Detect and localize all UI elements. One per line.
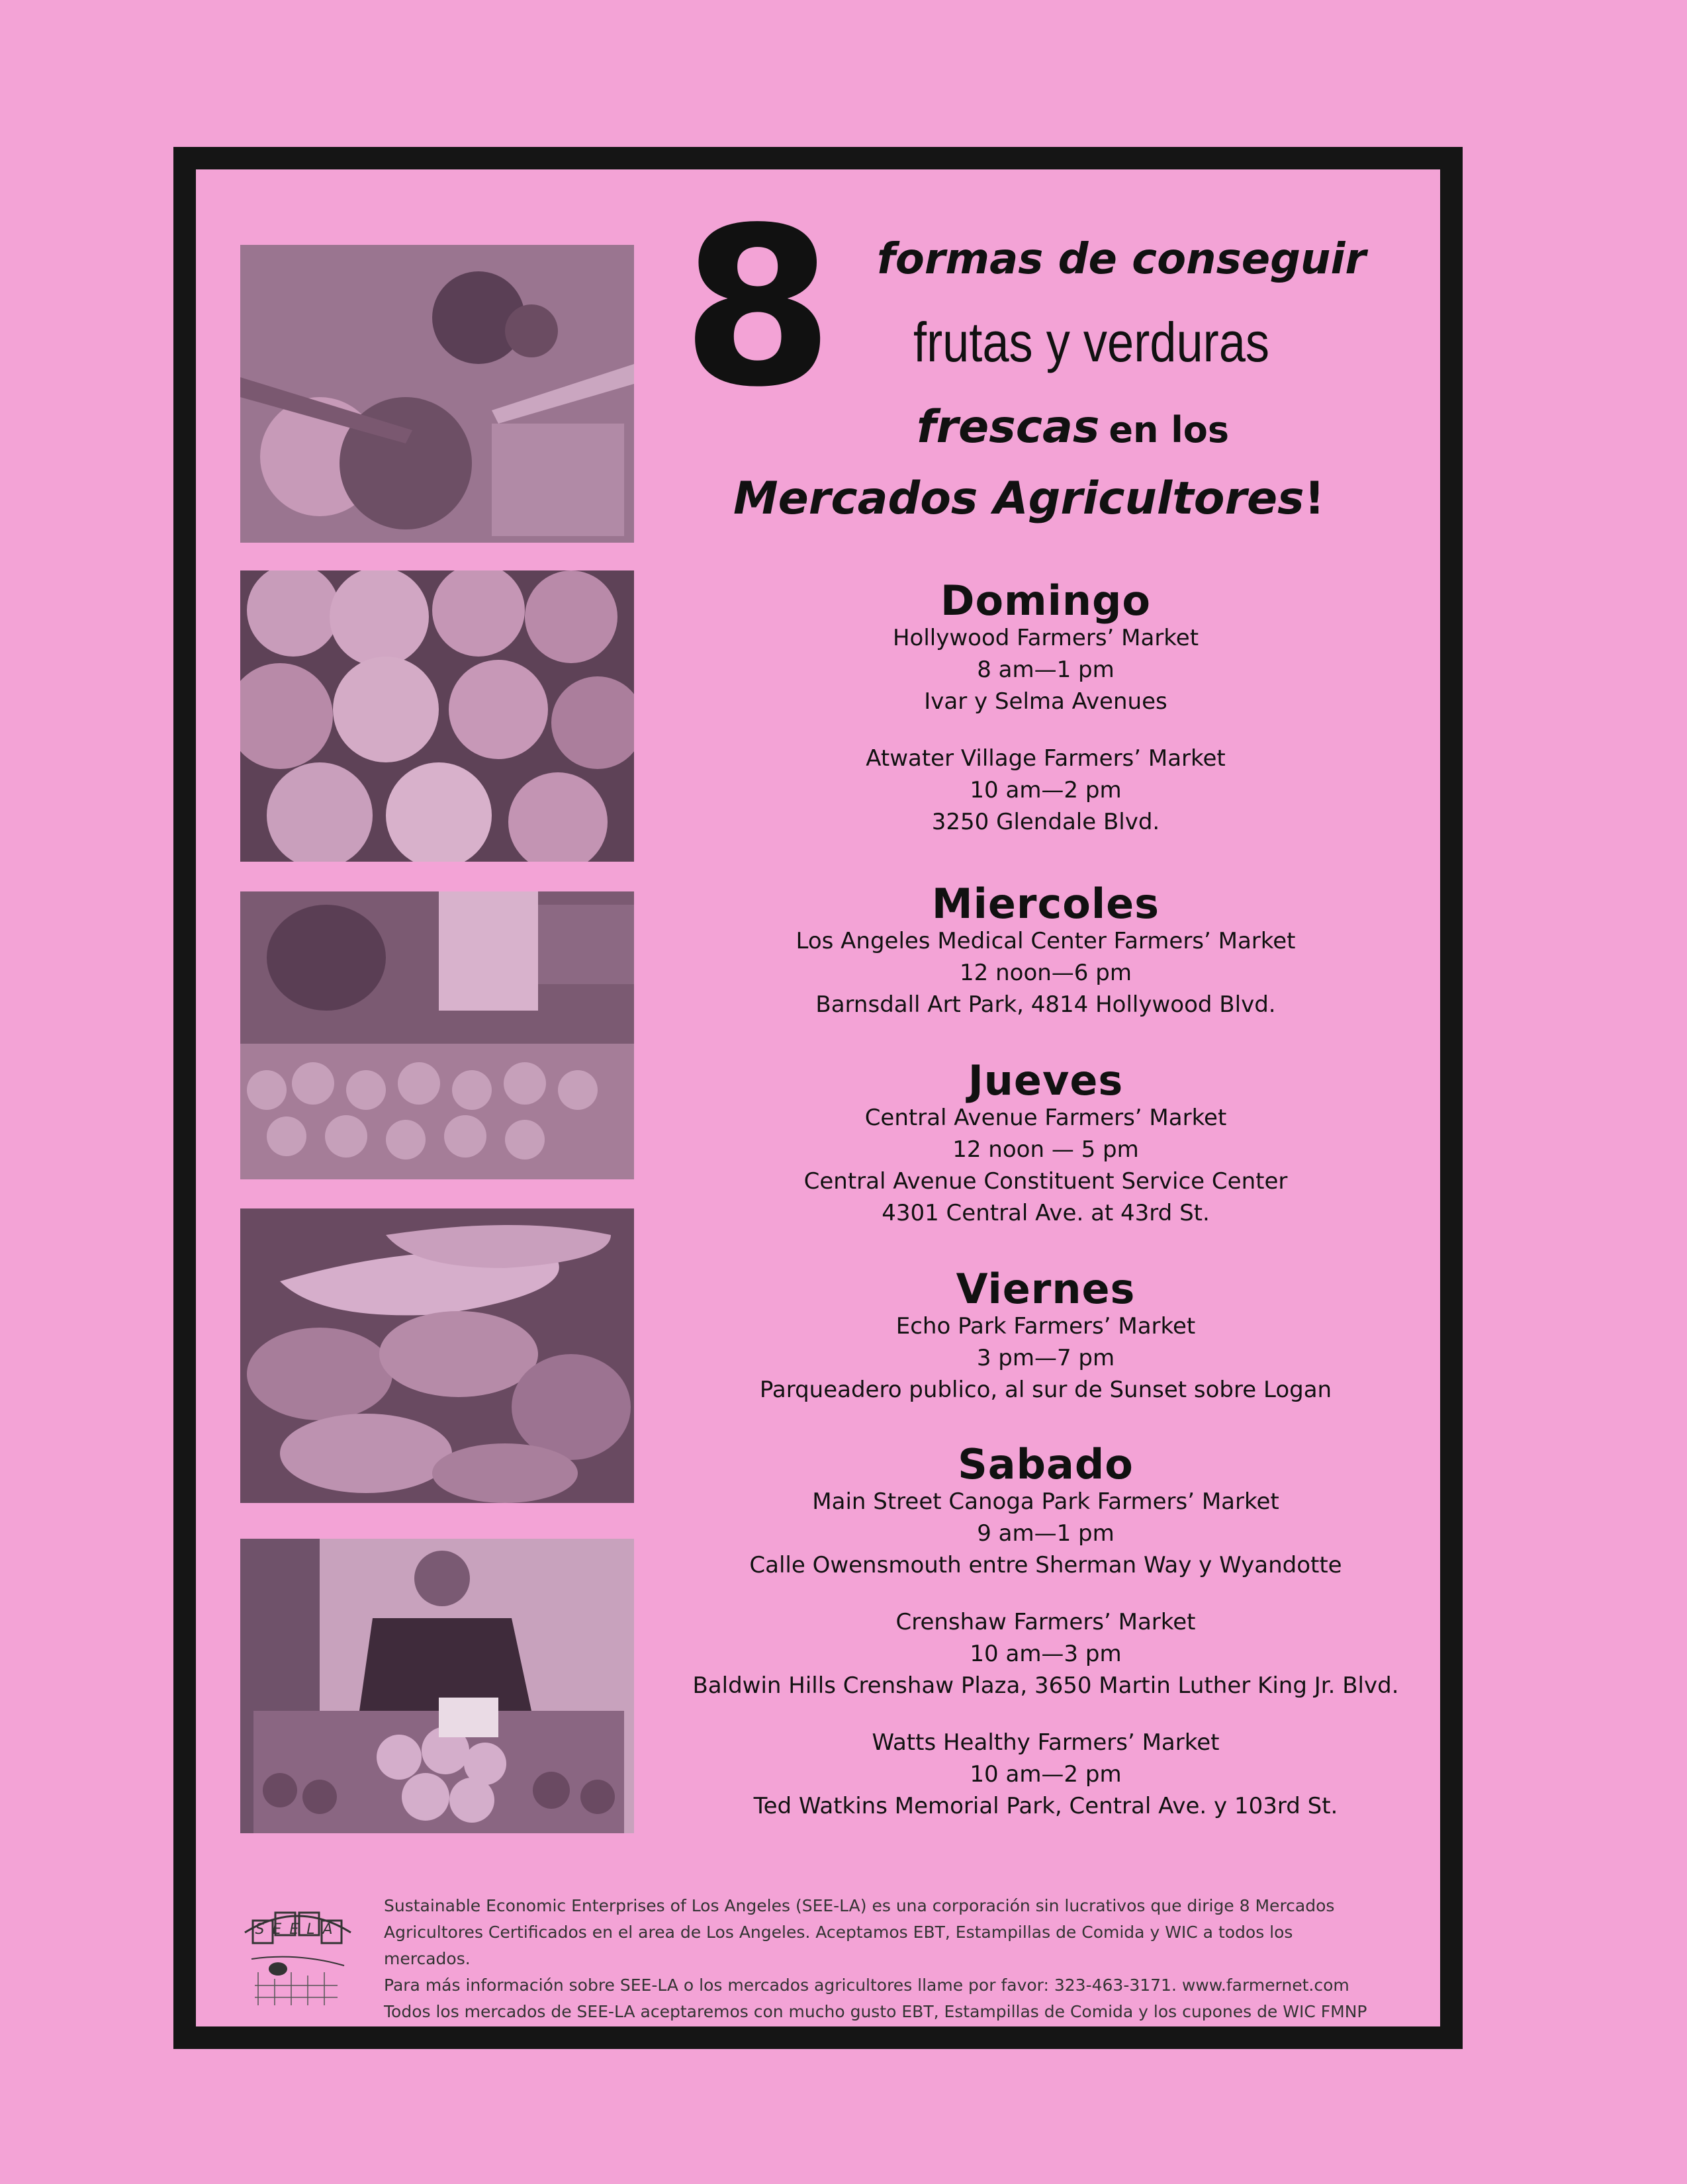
market-hours: 12 noon—6 pm [960, 960, 1132, 987]
market-hours: 10 am—2 pm [970, 1761, 1122, 1788]
schedule-sabado [649, 1440, 1443, 1822]
market-hours: 9 am—1 pm [977, 1520, 1115, 1547]
photo-peaches [240, 570, 634, 862]
headline-frescas: frescas [917, 401, 1100, 453]
seela-logo-text: SEELA [255, 1921, 341, 1938]
seela-logo-icon [238, 1893, 357, 2009]
headline-number: 8 [682, 181, 827, 435]
market-hours: 8 am—1 pm [977, 657, 1115, 684]
market-location: Central Avenue Constituent Service Center [803, 1168, 1288, 1195]
market-name: Main Street Canoga Park Farmers’ Market [812, 1488, 1279, 1516]
day-heading: Domingo [940, 576, 1152, 625]
market-hours: 10 am—3 pm [970, 1641, 1122, 1668]
market-name: Crenshaw Farmers’ Market [895, 1609, 1196, 1636]
headline-en-los: en los [1109, 409, 1230, 451]
headline-exclamation: ! [1304, 473, 1325, 525]
market-location: 3250 Glendale Blvd. [931, 809, 1160, 836]
photo-vegetables-basket [240, 245, 634, 543]
market-name: Echo Park Farmers’ Market [895, 1313, 1196, 1340]
market-location: Barnsdall Art Park, 4814 Hollywood Blvd. [815, 991, 1276, 1019]
schedule-jueves [649, 1056, 1443, 1229]
day-heading: Jueves [968, 1056, 1124, 1105]
market-location: Calle Owensmouth entre Sherman Way y Wyandotte [749, 1552, 1342, 1579]
market-name: Atwater Village Farmers’ Market [866, 745, 1226, 772]
market-name: Los Angeles Medical Center Farmers’ Market [796, 928, 1296, 955]
photo-peppers [240, 1208, 634, 1503]
market-location: Ivar y Selma Avenues [924, 688, 1167, 715]
market-location: Ted Watkins Memorial Park, Central Ave. y 103rd St. [753, 1793, 1338, 1820]
market-location: Baldwin Hills Crenshaw Plaza, 3650 Martin Luther King Jr. Blvd. [692, 1672, 1399, 1700]
footer-line: Sustainable Economic Enterprises of Los Angeles (SEE-LA) es una corporación sin lucrativos que dirige 8 Mercados [384, 1896, 1335, 1915]
market-hours: 10 am—2 pm [970, 777, 1122, 804]
headline-mercados: Mercados Agricultores [733, 473, 1304, 525]
footer-line: Para más información sobre SEE-LA o los mercados agricultores llame por favor: 323-463-3171. www.farmernet.com [384, 1976, 1349, 1995]
day-heading: Miercoles [931, 880, 1160, 928]
market-name: Central Avenue Farmers’ Market [864, 1105, 1227, 1132]
day-heading: Sabado [958, 1440, 1134, 1488]
market-location: Parqueadero publico, al sur de Sunset sobre Logan [759, 1377, 1332, 1404]
market-name: Watts Healthy Farmers’ Market [872, 1729, 1220, 1756]
footer-line: Agricultores Certificados en el area de Los Angeles. Aceptamos EBT, Estampillas de Comida y WIC a todos los mercados. [384, 1923, 1293, 1968]
market-hours: 3 pm—7 pm [976, 1345, 1115, 1372]
headline-line4 [733, 473, 1325, 525]
footer-line: Todos los mercados de SEE-LA aceptaremos con mucho gusto EBT, Estampillas de Comida y los cupones de WIC FMNP [384, 2002, 1367, 2021]
schedule-viernes [649, 1267, 1443, 1406]
headline-line2: frutas y verduras [913, 311, 1269, 373]
market-hours: 12 noon — 5 pm [952, 1136, 1139, 1163]
market-location-line2: 4301 Central Ave. at 43rd St. [882, 1200, 1210, 1227]
schedule-domingo [649, 576, 1443, 838]
footer-text [384, 1893, 1377, 2025]
day-heading: Viernes [956, 1265, 1136, 1313]
schedule-miercoles [649, 882, 1443, 1021]
seela-logo [238, 1893, 357, 2009]
market-name: Hollywood Farmers’ Market [892, 625, 1199, 652]
photo-vendor [240, 1539, 634, 1833]
headline-line3 [917, 401, 1230, 453]
headline-line1: formas de conseguir [877, 235, 1366, 284]
photo-grapes-stand [240, 891, 634, 1179]
